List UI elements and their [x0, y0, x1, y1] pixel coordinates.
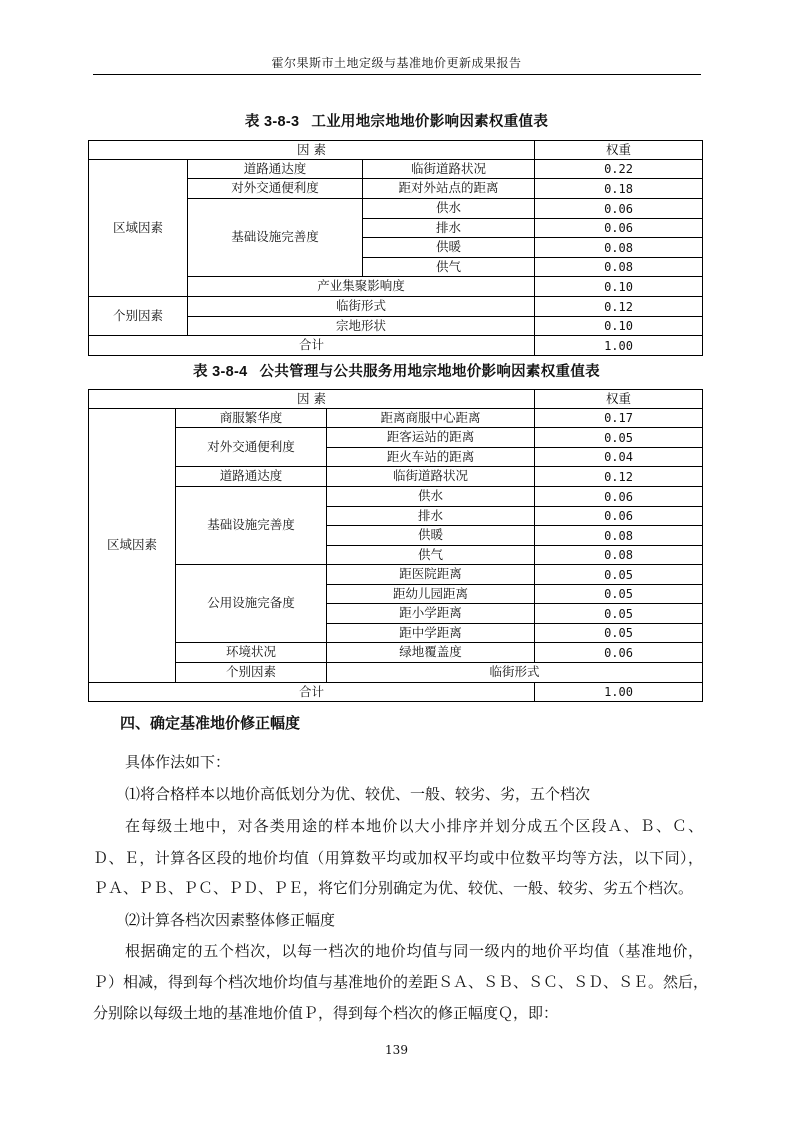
- weight-cell: 0.22: [535, 160, 703, 179]
- running-header: 霍尔果斯市土地定级与基准地价更新成果报告: [271, 56, 522, 70]
- subfactor-cell: 绿地覆盖度: [327, 643, 535, 663]
- table-row: [89, 390, 703, 409]
- weight-cell: 0.06: [535, 487, 703, 507]
- header-factor: 因 素: [89, 390, 535, 409]
- factor-cell: 基础设施完善度: [188, 199, 363, 277]
- weight-cell: 0.12: [535, 467, 703, 487]
- subfactor-cell: 距幼儿园距离: [327, 585, 535, 604]
- factor-cell: 对外交通便利度: [188, 179, 363, 199]
- subfactor-cell: 距小学距离: [327, 604, 535, 624]
- total-weight: 1.00: [535, 336, 703, 356]
- paragraph-line: 在每级土地中，对各类用途的样本地价以大小排序并划分成五个区段Ａ、Ｂ、Ｃ、: [125, 817, 703, 835]
- header-weight: 权重: [535, 141, 703, 160]
- table-row: [89, 487, 703, 507]
- paragraph-line: 根据确定的五个档次，以每一档次的地价均值与同一级内的地价平均值（基准地价，: [125, 942, 703, 960]
- table2-caption-number: 表 3-8-4: [193, 364, 248, 380]
- paragraph: 具体作法如下：: [125, 753, 231, 771]
- table-row: [89, 409, 703, 428]
- table-row: [89, 467, 703, 487]
- weight-cell: 0.08: [535, 546, 703, 565]
- table-row: [89, 428, 703, 448]
- table-row: [89, 336, 703, 356]
- weight-cell: 0.04: [535, 448, 703, 467]
- weight-cell: 0.17: [535, 409, 703, 428]
- header-weight: 权重: [535, 390, 703, 409]
- factor-cell: 产业集聚影响度: [188, 277, 535, 297]
- factor-cell: 临街形式: [327, 663, 703, 683]
- section-title: 四、确定基准地价修正幅度: [120, 714, 301, 732]
- table2-caption-text: 公共管理与公共服务用地宗地地价影响因素权重值表: [259, 363, 600, 380]
- table1-caption-text: 工业用地宗地地价影响因素权重值表: [311, 113, 549, 130]
- weight-cell: 0.06: [535, 219, 703, 238]
- individual-factor-cell: 个别因素: [176, 663, 327, 683]
- weight-cell: 0.05: [535, 604, 703, 624]
- header-factor: 因 素: [89, 141, 535, 160]
- subfactor-cell: 排水: [327, 507, 535, 526]
- subfactor-cell: 供水: [327, 487, 535, 507]
- paragraph: ⑵计算各档次因素整体修正幅度: [125, 911, 336, 929]
- public-service-weight-table: [88, 389, 703, 702]
- subfactor-cell: 供暖: [327, 526, 535, 546]
- subfactor-cell: 距火车站的距离: [327, 448, 535, 467]
- industrial-weight-table: [88, 140, 703, 356]
- subfactor-cell: 距对外站点的距离: [363, 179, 535, 199]
- factor-cell: 商服繁华度: [176, 409, 327, 428]
- factor-cell: 对外交通便利度: [176, 428, 327, 467]
- subfactor-cell: 供气: [327, 546, 535, 565]
- weight-cell: 0.06: [535, 507, 703, 526]
- weight-cell: 0.12: [535, 297, 703, 317]
- table-row: [89, 565, 703, 585]
- paragraph-line: Ｄ、Ｅ，计算各区段的地价均值（用算数平均或加权平均或中位数平均等方法，以下同），: [93, 849, 703, 867]
- individual-factor-cell: 个别因素: [89, 297, 188, 336]
- weight-cell: 0.08: [535, 258, 703, 277]
- subfactor-cell: 供气: [363, 258, 535, 277]
- table1-caption: [0, 110, 793, 131]
- total-label: 合计: [89, 336, 535, 356]
- subfactor-cell: 排水: [363, 219, 535, 238]
- weight-cell: 0.05: [535, 585, 703, 604]
- weight-cell: 0.06: [535, 199, 703, 219]
- factor-cell: 公用设施完备度: [176, 565, 327, 643]
- subfactor-cell: 临街道路状况: [363, 160, 535, 179]
- paragraph-line: Ｐ）相减，得到每个档次地价均值与基准地价的差距ＳＡ、ＳＢ、ＳＣ、ＳＤ、ＳＥ。然后，: [93, 973, 709, 991]
- table-row: [89, 297, 703, 317]
- factor-cell: 基础设施完善度: [176, 487, 327, 565]
- table-row: [89, 683, 703, 702]
- subfactor-cell: 距医院距离: [327, 565, 535, 585]
- subfactor-cell: 供暖: [363, 238, 535, 258]
- factor-cell: 道路通达度: [188, 160, 363, 179]
- table-row: [89, 643, 703, 663]
- factor-cell: 道路通达度: [176, 467, 327, 487]
- paragraph-line: ＰＡ、ＰＢ、ＰＣ、ＰＤ、ＰＥ，将它们分别确定为优、较优、一般、较劣、劣五个档次。: [93, 879, 694, 897]
- total-weight: 1.00: [535, 683, 703, 702]
- table-row: [89, 663, 703, 683]
- weight-cell: 0.06: [535, 643, 703, 663]
- subfactor-cell: 供水: [363, 199, 535, 219]
- subfactor-cell: 距客运站的距离: [327, 428, 535, 448]
- paragraph-line: 分别除以每级土地的基准地价值Ｐ，得到每个档次的修正幅度Ｑ，即：: [93, 1004, 559, 1022]
- regional-factor-cell: 区域因素: [89, 160, 188, 297]
- total-label: 合计: [89, 683, 535, 702]
- paragraph: ⑴将合格样本以地价高低划分为优、较优、一般、较劣、劣，五个档次: [125, 785, 591, 803]
- weight-cell: 0.05: [535, 565, 703, 585]
- subfactor-cell: 距离商服中心距离: [327, 409, 535, 428]
- weight-cell: 0.05: [535, 624, 703, 643]
- table1-caption-number: 表 3-8-3: [244, 114, 300, 130]
- header-rule: [93, 74, 701, 75]
- weight-cell: 0.18: [535, 179, 703, 199]
- weight-cell: 0.08: [535, 238, 703, 258]
- weight-cell: 0.05: [535, 428, 703, 448]
- regional-factor-cell: 区域因素: [89, 409, 176, 683]
- table-row: [89, 141, 703, 160]
- factor-cell: 宗地形状: [188, 317, 535, 336]
- subfactor-cell: 临街道路状况: [327, 467, 535, 487]
- factor-cell: 环境状况: [176, 643, 327, 663]
- table-row: [89, 160, 703, 179]
- table2-caption: [0, 360, 793, 381]
- weight-cell: 0.08: [535, 526, 703, 546]
- factor-cell: 临街形式: [188, 297, 535, 317]
- weight-cell: 0.10: [535, 317, 703, 336]
- subfactor-cell: 距中学距离: [327, 624, 535, 643]
- weight-cell: 0.10: [535, 277, 703, 297]
- page-number: 139: [385, 1043, 408, 1057]
